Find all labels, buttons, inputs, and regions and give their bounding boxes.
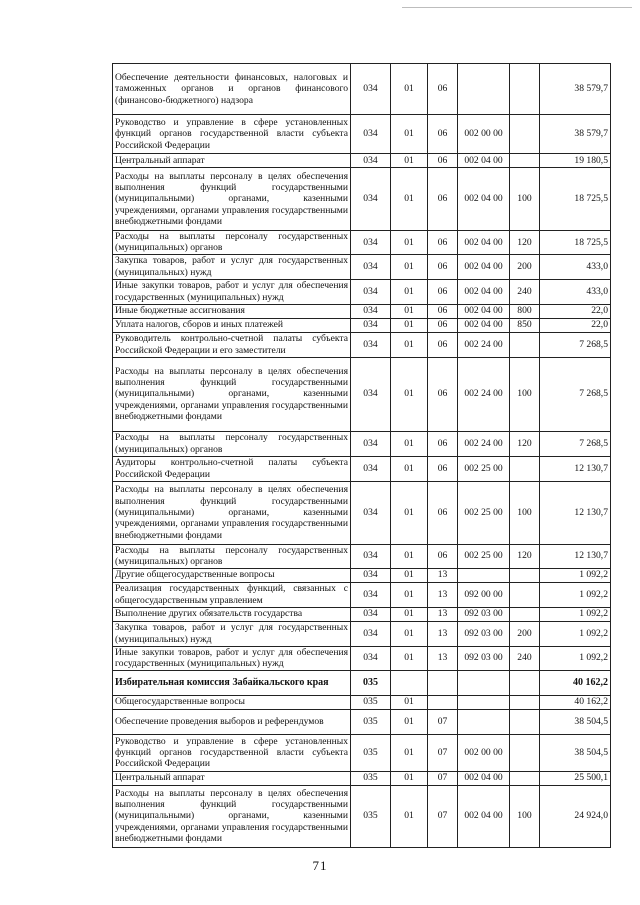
- table-row: [113, 709, 611, 734]
- section-code: 01: [391, 357, 428, 431]
- expense-type-code: [510, 607, 540, 621]
- expense-type-code: 100: [510, 357, 540, 431]
- section-code: 01: [391, 154, 428, 168]
- amount: 1 092,2: [540, 582, 611, 607]
- amount: 7 268,5: [540, 431, 611, 456]
- section-code: 01: [391, 332, 428, 357]
- subsection-code: 13: [428, 568, 458, 582]
- amount: 22,0: [540, 318, 611, 332]
- item-name: Иные бюджетные ассигнования: [113, 304, 351, 318]
- section-code: 01: [391, 709, 428, 734]
- dept-code: 035: [351, 709, 391, 734]
- item-name: Руководитель контрольно-счетной палаты субъекта Российской Федерации и его заместители: [113, 332, 351, 357]
- dept-code: 035: [351, 695, 391, 709]
- target-item-code: 002 04 00: [458, 154, 510, 168]
- amount: 25 500,1: [540, 771, 611, 785]
- amount: 38 504,5: [540, 734, 611, 771]
- subsection-code: 06: [428, 304, 458, 318]
- amount: 18 725,5: [540, 231, 611, 255]
- item-name: Другие общегосударственные вопросы: [113, 568, 351, 582]
- section-code: 01: [391, 318, 428, 332]
- target-item-code: 092 03 00: [458, 607, 510, 621]
- expense-type-code: 850: [510, 318, 540, 332]
- dept-code: 034: [351, 568, 391, 582]
- target-item-code: 002 04 00: [458, 231, 510, 255]
- table-row: [113, 431, 611, 456]
- target-item-code: 092 03 00: [458, 646, 510, 670]
- dept-code: 034: [351, 332, 391, 357]
- section-code: 01: [391, 231, 428, 255]
- expense-type-code: 100: [510, 168, 540, 231]
- item-name: Расходы на выплаты персоналу в целях обеспечения выполнения функций государственными (муниципальными) органами, казенными учреждениями, органами управления государственными внебюджетными фондами: [113, 357, 351, 431]
- dept-code: 034: [351, 456, 391, 481]
- dept-code: 035: [351, 670, 391, 695]
- section-code: 01: [391, 254, 428, 279]
- expense-type-code: [510, 670, 540, 695]
- expense-type-code: [510, 332, 540, 357]
- amount: 1 092,2: [540, 621, 611, 646]
- subsection-code: [428, 695, 458, 709]
- item-name: Центральный аппарат: [113, 771, 351, 785]
- expense-type-code: 200: [510, 254, 540, 279]
- subsection-code: 06: [428, 544, 458, 568]
- amount: 12 130,7: [540, 456, 611, 481]
- item-name: Центральный аппарат: [113, 154, 351, 168]
- table-row: [113, 544, 611, 568]
- budget-table-body: [113, 64, 611, 848]
- section-code: 01: [391, 168, 428, 231]
- expense-type-code: [510, 709, 540, 734]
- amount: 38 579,7: [540, 64, 611, 115]
- target-item-code: 092 03 00: [458, 621, 510, 646]
- item-name: Расходы на выплаты персоналу государственных (муниципальных) органов: [113, 231, 351, 255]
- dept-code: 034: [351, 231, 391, 255]
- section-code: 01: [391, 695, 428, 709]
- dept-code: 035: [351, 734, 391, 771]
- target-item-code: 002 04 00: [458, 279, 510, 304]
- target-item-code: [458, 64, 510, 115]
- dept-code: 034: [351, 254, 391, 279]
- target-item-code: 002 04 00: [458, 254, 510, 279]
- section-code: 01: [391, 582, 428, 607]
- dept-code: 035: [351, 785, 391, 847]
- header-rule: [402, 7, 632, 8]
- target-item-code: 002 25 00: [458, 481, 510, 544]
- table-row: [113, 771, 611, 785]
- section-code: 01: [391, 646, 428, 670]
- section-code: 01: [391, 568, 428, 582]
- target-item-code: [458, 709, 510, 734]
- amount: 40 162,2: [540, 670, 611, 695]
- section-code: 01: [391, 607, 428, 621]
- target-item-code: [458, 695, 510, 709]
- subsection-code: 07: [428, 734, 458, 771]
- expense-type-code: [510, 115, 540, 154]
- item-name: Аудиторы контрольно-счетной палаты субъекта Российской Федерации: [113, 456, 351, 481]
- dept-code: 034: [351, 115, 391, 154]
- item-name: Руководство и управление в сфере установленных функций органов государственной власти субъекта Российской Федерации: [113, 734, 351, 771]
- subsection-code: 06: [428, 279, 458, 304]
- subsection-code: 06: [428, 154, 458, 168]
- expense-type-code: 800: [510, 304, 540, 318]
- target-item-code: 002 00 00: [458, 115, 510, 154]
- section-code: 01: [391, 544, 428, 568]
- subsection-code: 06: [428, 481, 458, 544]
- table-row: [113, 621, 611, 646]
- amount: 24 924,0: [540, 785, 611, 847]
- amount: 40 162,2: [540, 695, 611, 709]
- dept-code: 034: [351, 646, 391, 670]
- section-code: 01: [391, 279, 428, 304]
- amount: 1 092,2: [540, 607, 611, 621]
- amount: 433,0: [540, 254, 611, 279]
- dept-code: 034: [351, 481, 391, 544]
- dept-code: 035: [351, 771, 391, 785]
- table-row: [113, 582, 611, 607]
- item-name: Закупка товаров, работ и услуг для государственных (муниципальных) нужд: [113, 254, 351, 279]
- amount: 433,0: [540, 279, 611, 304]
- dept-code: 034: [351, 431, 391, 456]
- expense-type-code: [510, 154, 540, 168]
- item-name: Руководство и управление в сфере установленных функций органов государственной власти субъекта Российской Федерации: [113, 115, 351, 154]
- subsection-code: 06: [428, 64, 458, 115]
- expense-type-code: 100: [510, 481, 540, 544]
- table-row: [113, 456, 611, 481]
- expense-type-code: 100: [510, 785, 540, 847]
- subsection-code: 06: [428, 115, 458, 154]
- amount: 1 092,2: [540, 646, 611, 670]
- table-row: [113, 646, 611, 670]
- table-row: [113, 695, 611, 709]
- expense-type-code: 240: [510, 646, 540, 670]
- dept-code: 034: [351, 304, 391, 318]
- target-item-code: 002 24 00: [458, 431, 510, 456]
- expense-type-code: 120: [510, 231, 540, 255]
- target-item-code: 002 04 00: [458, 304, 510, 318]
- item-name: Обеспечение проведения выборов и референдумов: [113, 709, 351, 734]
- target-item-code: 092 00 00: [458, 582, 510, 607]
- table-row: [113, 115, 611, 154]
- target-item-code: 002 24 00: [458, 332, 510, 357]
- table-row: [113, 670, 611, 695]
- subsection-code: 07: [428, 785, 458, 847]
- subsection-code: [428, 670, 458, 695]
- item-name: Иные закупки товаров, работ и услуг для обеспечения государственных (муниципальных) нужд: [113, 646, 351, 670]
- item-name: Реализация государственных функций, связанных с общегосударственным управлением: [113, 582, 351, 607]
- section-code: 01: [391, 64, 428, 115]
- amount: 38 579,7: [540, 115, 611, 154]
- item-name: Расходы на выплаты персоналу государственных (муниципальных) органов: [113, 544, 351, 568]
- table-row: [113, 332, 611, 357]
- expense-type-code: 120: [510, 544, 540, 568]
- amount: 19 180,5: [540, 154, 611, 168]
- target-item-code: 002 04 00: [458, 168, 510, 231]
- dept-code: 034: [351, 318, 391, 332]
- expense-type-code: [510, 582, 540, 607]
- target-item-code: 002 00 00: [458, 734, 510, 771]
- amount: 22,0: [540, 304, 611, 318]
- expense-type-code: [510, 695, 540, 709]
- dept-code: 034: [351, 582, 391, 607]
- table-row: [113, 357, 611, 431]
- target-item-code: 002 04 00: [458, 771, 510, 785]
- item-name: Расходы на выплаты персоналу в целях обеспечения выполнения функций государственными (муниципальными) органами, казенными учреждениями, органами управления государственными внебюджетными фондами: [113, 785, 351, 847]
- subsection-code: 06: [428, 318, 458, 332]
- amount: 38 504,5: [540, 709, 611, 734]
- expense-type-code: 240: [510, 279, 540, 304]
- table-row: [113, 279, 611, 304]
- section-code: 01: [391, 431, 428, 456]
- dept-code: 034: [351, 544, 391, 568]
- dept-code: 034: [351, 154, 391, 168]
- budget-table: [112, 63, 611, 848]
- expense-type-code: [510, 771, 540, 785]
- target-item-code: 002 04 00: [458, 785, 510, 847]
- item-name: Выполнение других обязательств государства: [113, 607, 351, 621]
- target-item-code: 002 25 00: [458, 544, 510, 568]
- table-row: [113, 64, 611, 115]
- table-row: [113, 154, 611, 168]
- table-row: [113, 318, 611, 332]
- subsection-code: 06: [428, 357, 458, 431]
- amount: 12 130,7: [540, 481, 611, 544]
- table-row: [113, 785, 611, 847]
- section-code: 01: [391, 785, 428, 847]
- dept-code: 034: [351, 621, 391, 646]
- subsection-code: 06: [428, 168, 458, 231]
- subsection-code: 13: [428, 621, 458, 646]
- section-code: 01: [391, 621, 428, 646]
- subsection-code: 06: [428, 231, 458, 255]
- item-name: Расходы на выплаты персоналу в целях обеспечения выполнения функций государственными (муниципальными) органами, казенными учреждениями, органами управления государственными внебюджетными фондами: [113, 168, 351, 231]
- subsection-code: 13: [428, 646, 458, 670]
- amount: 18 725,5: [540, 168, 611, 231]
- item-name: Иные закупки товаров, работ и услуг для обеспечения государственных (муниципальных) нужд: [113, 279, 351, 304]
- subsection-code: 06: [428, 456, 458, 481]
- table-row: [113, 481, 611, 544]
- item-name: Расходы на выплаты персоналу в целях обеспечения выполнения функций государственными (муниципальными) органами, казенными учреждениями, органами управления государственными внебюджетными фондами: [113, 481, 351, 544]
- table-row: [113, 304, 611, 318]
- item-name: Общегосударственные вопросы: [113, 695, 351, 709]
- target-item-code: 002 24 00: [458, 357, 510, 431]
- page-number: 71: [312, 858, 328, 873]
- expense-type-code: [510, 456, 540, 481]
- item-name: Уплата налогов, сборов и иных платежей: [113, 318, 351, 332]
- section-code: 01: [391, 456, 428, 481]
- table-row: [113, 568, 611, 582]
- table-row: [113, 254, 611, 279]
- amount: 1 092,2: [540, 568, 611, 582]
- dept-code: 034: [351, 357, 391, 431]
- expense-type-code: 200: [510, 621, 540, 646]
- section-code: [391, 670, 428, 695]
- expense-type-code: [510, 568, 540, 582]
- expense-type-code: 120: [510, 431, 540, 456]
- item-name: Расходы на выплаты персоналу государственных (муниципальных) органов: [113, 431, 351, 456]
- subsection-code: 13: [428, 607, 458, 621]
- expense-type-code: [510, 734, 540, 771]
- dept-code: 034: [351, 607, 391, 621]
- section-code: 01: [391, 771, 428, 785]
- item-name: Избирательная комиссия Забайкальского края: [113, 670, 351, 695]
- amount: 7 268,5: [540, 357, 611, 431]
- table-row: [113, 607, 611, 621]
- dept-code: 034: [351, 168, 391, 231]
- subsection-code: 07: [428, 771, 458, 785]
- table-row: [113, 734, 611, 771]
- subsection-code: 06: [428, 332, 458, 357]
- target-item-code: [458, 568, 510, 582]
- amount: 7 268,5: [540, 332, 611, 357]
- table-row: [113, 231, 611, 255]
- target-item-code: 002 04 00: [458, 318, 510, 332]
- item-name: Обеспечение деятельности финансовых, налоговых и таможенных органов и органов финансового (финансово-бюджетного) надзора: [113, 64, 351, 115]
- subsection-code: 06: [428, 254, 458, 279]
- dept-code: 034: [351, 64, 391, 115]
- section-code: 01: [391, 304, 428, 318]
- subsection-code: 06: [428, 431, 458, 456]
- expense-type-code: [510, 64, 540, 115]
- amount: 12 130,7: [540, 544, 611, 568]
- subsection-code: 13: [428, 582, 458, 607]
- item-name: Закупка товаров, работ и услуг для государственных (муниципальных) нужд: [113, 621, 351, 646]
- subsection-code: 07: [428, 709, 458, 734]
- section-code: 01: [391, 115, 428, 154]
- section-code: 01: [391, 734, 428, 771]
- dept-code: 034: [351, 279, 391, 304]
- target-item-code: 002 25 00: [458, 456, 510, 481]
- target-item-code: [458, 670, 510, 695]
- section-code: 01: [391, 481, 428, 544]
- table-row: [113, 168, 611, 231]
